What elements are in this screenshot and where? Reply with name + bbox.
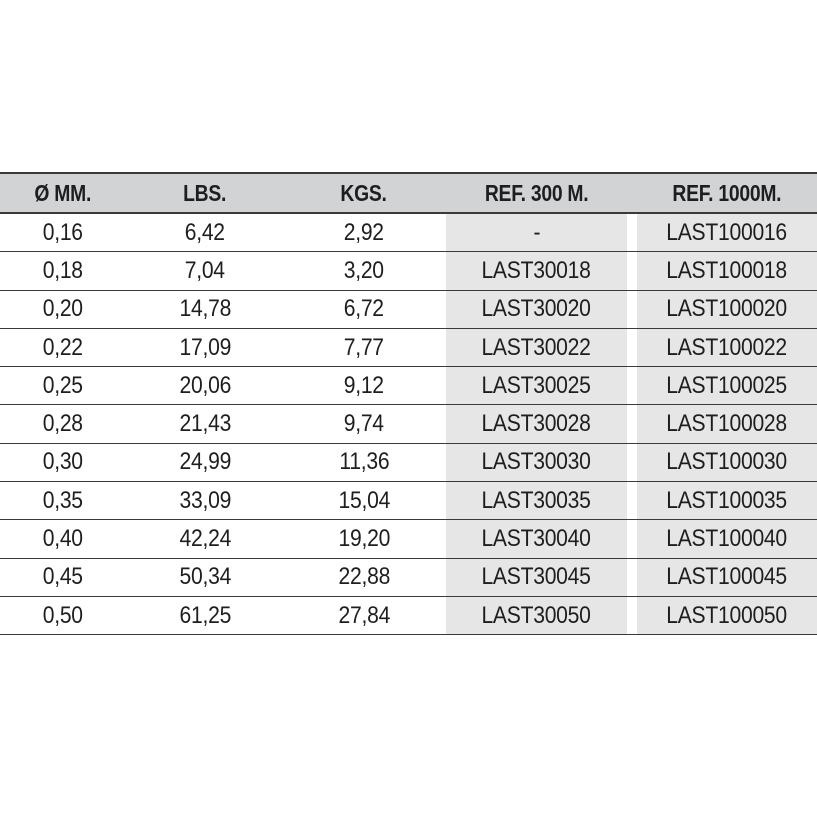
ref-1000m-text: LAST100045 xyxy=(666,563,788,591)
kgs-text: 7,77 xyxy=(343,333,385,361)
ref-300m-text: LAST30040 xyxy=(481,525,592,553)
header-ref-1000m-text: REF. 1000M. xyxy=(672,179,782,206)
kgs-text: 2,92 xyxy=(343,218,385,246)
header-kgs-cell xyxy=(284,174,444,212)
ref-1000m-text: LAST100022 xyxy=(666,333,788,361)
header-lbs-text: LBS. xyxy=(183,179,227,206)
diameter-mm-cell xyxy=(0,329,126,366)
column-gap xyxy=(627,329,637,366)
ref-1000m-text: LAST100020 xyxy=(666,295,788,323)
ref-1000m-text: LAST100050 xyxy=(666,601,788,629)
kgs-text: 9,74 xyxy=(343,410,385,438)
diameter-mm-cell xyxy=(0,520,126,557)
header-diameter-mm-text: Ø MM. xyxy=(34,179,92,206)
kgs-text: 6,72 xyxy=(343,295,385,323)
diameter-mm-text: 0,30 xyxy=(42,448,84,476)
table-header-row xyxy=(0,172,817,214)
lbs-text: 33,09 xyxy=(179,486,231,514)
lbs-cell xyxy=(126,405,284,442)
kgs-cell xyxy=(284,559,444,596)
diameter-mm-cell xyxy=(0,367,126,404)
header-ref-1000m-cell xyxy=(637,174,817,212)
ref-300m-cell xyxy=(446,482,627,519)
table-row xyxy=(0,367,817,405)
ref-300m-text: LAST30050 xyxy=(481,601,592,629)
ref-300m-cell xyxy=(446,405,627,442)
ref-1000m-cell xyxy=(637,597,817,634)
ref-1000m-text: LAST100030 xyxy=(666,448,788,476)
kgs-text: 11,36 xyxy=(339,448,389,476)
lbs-text: 24,99 xyxy=(179,448,231,476)
kgs-cell xyxy=(284,367,444,404)
ref-1000m-cell xyxy=(637,405,817,442)
header-diameter-mm-cell xyxy=(0,174,126,212)
ref-1000m-cell xyxy=(637,291,817,328)
kgs-text: 3,20 xyxy=(343,256,385,284)
table-row xyxy=(0,482,817,520)
header-ref-300m-text: REF. 300 M. xyxy=(484,179,589,206)
column-gap xyxy=(627,559,637,596)
table-row xyxy=(0,291,817,329)
lbs-cell xyxy=(126,367,284,404)
column-gap xyxy=(627,252,637,289)
header-kgs-text: KGS. xyxy=(340,179,388,206)
ref-300m-text: LAST30028 xyxy=(481,410,592,438)
diameter-mm-cell xyxy=(0,482,126,519)
column-gap xyxy=(627,291,637,328)
table-row xyxy=(0,252,817,290)
table-row xyxy=(0,559,817,597)
ref-300m-cell xyxy=(446,559,627,596)
lbs-text: 21,43 xyxy=(179,410,231,438)
column-gap xyxy=(627,174,637,212)
ref-1000m-cell xyxy=(637,482,817,519)
ref-1000m-text: LAST100028 xyxy=(666,410,788,438)
line-spec-table xyxy=(0,172,817,635)
ref-300m-text: LAST30018 xyxy=(481,256,592,284)
kgs-text: 9,12 xyxy=(343,371,385,399)
kgs-cell xyxy=(284,405,444,442)
ref-300m-cell xyxy=(446,291,627,328)
diameter-mm-text: 0,40 xyxy=(42,525,84,553)
lbs-cell xyxy=(126,482,284,519)
diameter-mm-text: 0,20 xyxy=(42,295,84,323)
column-gap xyxy=(627,214,637,251)
ref-300m-cell xyxy=(446,597,627,634)
kgs-cell xyxy=(284,214,444,251)
lbs-text: 17,09 xyxy=(179,333,231,361)
ref-300m-text: LAST30030 xyxy=(481,448,592,476)
lbs-text: 14,78 xyxy=(179,295,231,323)
diameter-mm-cell xyxy=(0,559,126,596)
diameter-mm-cell xyxy=(0,291,126,328)
table-row xyxy=(0,329,817,367)
lbs-cell xyxy=(126,444,284,481)
ref-1000m-cell xyxy=(637,520,817,557)
ref-1000m-cell xyxy=(637,367,817,404)
lbs-cell xyxy=(126,291,284,328)
kgs-cell xyxy=(284,444,444,481)
diameter-mm-cell xyxy=(0,214,126,251)
diameter-mm-cell xyxy=(0,252,126,289)
header-lbs-cell xyxy=(126,174,284,212)
ref-300m-cell xyxy=(446,329,627,366)
diameter-mm-text: 0,45 xyxy=(42,563,84,591)
ref-300m-text: LAST30020 xyxy=(481,295,592,323)
kgs-cell xyxy=(284,597,444,634)
column-gap xyxy=(627,482,637,519)
lbs-text: 50,34 xyxy=(179,563,231,591)
table-row xyxy=(0,214,817,252)
ref-1000m-text: LAST100035 xyxy=(666,486,788,514)
ref-300m-text: LAST30025 xyxy=(481,371,592,399)
ref-1000m-text: LAST100025 xyxy=(666,371,788,399)
kgs-text: 27,84 xyxy=(338,601,390,629)
lbs-cell xyxy=(126,559,284,596)
ref-300m-cell xyxy=(446,367,627,404)
column-gap xyxy=(627,444,637,481)
lbs-text: 61,25 xyxy=(179,601,231,629)
ref-300m-cell xyxy=(446,252,627,289)
ref-1000m-cell xyxy=(637,214,817,251)
lbs-cell xyxy=(126,214,284,251)
ref-1000m-cell xyxy=(637,559,817,596)
kgs-cell xyxy=(284,482,444,519)
lbs-cell xyxy=(126,329,284,366)
ref-1000m-cell xyxy=(637,329,817,366)
header-ref-300m-cell xyxy=(446,174,627,212)
diameter-mm-text: 0,22 xyxy=(42,333,84,361)
lbs-text: 20,06 xyxy=(179,371,231,399)
kgs-cell xyxy=(284,520,444,557)
lbs-cell xyxy=(126,597,284,634)
diameter-mm-text: 0,25 xyxy=(42,371,84,399)
lbs-cell xyxy=(126,520,284,557)
kgs-text: 22,88 xyxy=(338,563,390,591)
ref-1000m-cell xyxy=(637,444,817,481)
column-gap xyxy=(627,405,637,442)
kgs-text: 15,04 xyxy=(338,486,390,514)
ref-1000m-text: LAST100018 xyxy=(666,256,788,284)
diameter-mm-text: 0,18 xyxy=(42,256,84,284)
diameter-mm-text: 0,28 xyxy=(42,410,84,438)
ref-300m-text: LAST30022 xyxy=(481,333,592,361)
table-row xyxy=(0,520,817,558)
table-row xyxy=(0,597,817,635)
diameter-mm-text: 0,50 xyxy=(42,601,84,629)
lbs-text: 42,24 xyxy=(179,525,231,553)
column-gap xyxy=(627,367,637,404)
diameter-mm-text: 0,35 xyxy=(42,486,84,514)
kgs-text: 19,20 xyxy=(338,525,390,553)
table-row xyxy=(0,444,817,482)
kgs-cell xyxy=(284,329,444,366)
diameter-mm-cell xyxy=(0,444,126,481)
table-row xyxy=(0,405,817,443)
lbs-text: 7,04 xyxy=(184,256,226,284)
ref-300m-text: LAST30045 xyxy=(481,563,592,591)
ref-300m-cell xyxy=(446,520,627,557)
lbs-cell xyxy=(126,252,284,289)
column-gap xyxy=(627,597,637,634)
kgs-cell xyxy=(284,291,444,328)
ref-1000m-text: LAST100040 xyxy=(666,525,788,553)
ref-1000m-text: LAST100016 xyxy=(666,218,788,246)
kgs-cell xyxy=(284,252,444,289)
ref-1000m-cell xyxy=(637,252,817,289)
column-gap xyxy=(627,520,637,557)
ref-300m-text: LAST30035 xyxy=(481,486,592,514)
ref-300m-cell xyxy=(446,444,627,481)
ref-300m-cell xyxy=(446,214,627,251)
lbs-text: 6,42 xyxy=(184,218,226,246)
diameter-mm-cell xyxy=(0,405,126,442)
diameter-mm-text: 0,16 xyxy=(42,218,84,246)
diameter-mm-cell xyxy=(0,597,126,634)
ref-300m-text: - xyxy=(533,218,540,246)
